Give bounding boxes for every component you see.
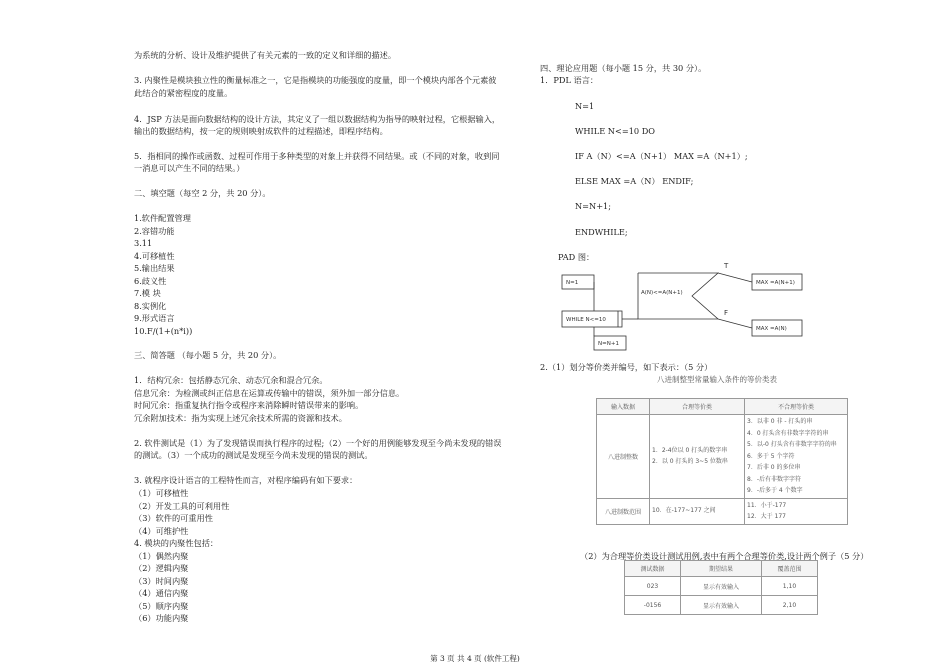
pad-inc-text: N=N+1 bbox=[598, 341, 619, 347]
table-cell: 八进制整数 bbox=[597, 415, 650, 499]
answer-paragraph: 此结合的紧密程度的度量。 bbox=[134, 88, 233, 98]
pdl-line: N=N+1; bbox=[575, 201, 612, 211]
answer-paragraph: 一消息可以产生不同的结果。） bbox=[134, 163, 245, 173]
fill-answer: 10.F/(1+(n*i)) bbox=[134, 325, 193, 336]
table-cell: 2,10 bbox=[761, 596, 817, 615]
table-header: 测试数据 bbox=[625, 561, 681, 577]
pad-t-label: T bbox=[724, 262, 729, 270]
table-header: 合理等价类 bbox=[650, 399, 745, 415]
list-item: （4）通信内聚 bbox=[134, 588, 189, 598]
table-cell: 显示有效输入 bbox=[681, 596, 762, 615]
table-row bbox=[625, 577, 818, 596]
list-item: （4）可维护性 bbox=[134, 525, 189, 536]
table-header: 不合理等价类 bbox=[745, 399, 848, 415]
list-item: （1）偶然内聚 bbox=[134, 550, 189, 561]
table-row bbox=[625, 596, 818, 615]
table-cell: -0156 bbox=[625, 596, 681, 615]
pad-box-n1 bbox=[562, 275, 594, 289]
list-item: （5）顺序内聚 bbox=[134, 600, 189, 611]
list-item: （3）时间内聚 bbox=[134, 575, 189, 586]
section-heading: 二、填空题（每空 2 分，共 20 分）。 bbox=[134, 188, 271, 198]
table-cell: 023 bbox=[625, 577, 681, 596]
pad-cond-text: A(N)<=A(N+1) bbox=[641, 290, 683, 296]
question-label: （2）为合理等价类设计测试用例,表中有两个合理等价类,设计两个例子（5 分） bbox=[580, 551, 869, 561]
pad-n1-text: N=1 bbox=[566, 280, 579, 286]
answer-line: 信息冗余：为检测或纠正信息在运算或传输中的错误，须外加一部分信息。 bbox=[134, 387, 405, 398]
invalid-class: 8．-后有非数字字符 bbox=[747, 475, 801, 483]
pdl-line: ENDWHILE; bbox=[575, 227, 628, 237]
list-item: （3）软件的可重用性 bbox=[134, 513, 213, 523]
table-cell: 1,10 bbox=[761, 577, 817, 596]
list-item: （1）可移植性 bbox=[134, 488, 189, 498]
invalid-class: 9．-后多于 4 个数字 bbox=[747, 487, 803, 494]
table-caption: 八进制整型常量输入条件的等价类表 bbox=[657, 375, 777, 384]
pad-decision-box bbox=[638, 273, 718, 319]
valid-class: 1．2-4位以 0 打头的数字串 bbox=[652, 446, 728, 454]
pad-box-max2 bbox=[752, 320, 802, 336]
pdl-line: IF A（N）<=A（N+1） MAX =A（N+1）; bbox=[575, 151, 748, 161]
list-item: （2）开发工具的可利用性 bbox=[134, 500, 230, 511]
table-cell: 显示有效输入 bbox=[681, 577, 762, 596]
table-cell bbox=[650, 415, 745, 499]
answer-line: 冗余附加技术：指为实现上述冗余技术所需的资源和技术。 bbox=[134, 412, 347, 423]
fill-answer: 7.模 块 bbox=[134, 288, 161, 298]
pdl-line: N=1 bbox=[575, 101, 595, 111]
invalid-class: 7．后非 0 的多位串 bbox=[747, 464, 801, 471]
answer-paragraph: 3. 内聚性是模块独立性的衡量标准之一，它是指模块的功能强度的度量，即一个模块内部各个元素彼 bbox=[134, 75, 497, 85]
invalid-class: 5．以-0 打头含有非数字字符的串 bbox=[747, 441, 837, 448]
fill-answer: 2.容错功能 bbox=[134, 225, 175, 236]
answer-line: 的测试。（3）一个成功的测试是发现至今尚未发现的错误的测试。 bbox=[134, 450, 373, 460]
page-footer: 第 3 页 共 4 页 (软件工程) bbox=[430, 654, 520, 663]
pad-max1-text: MAX =A(N+1) bbox=[756, 280, 795, 286]
table-cell bbox=[745, 498, 848, 524]
answer-line: 3. 就程序设计语言的工程特性而言，对程序编码有如下要求： bbox=[134, 475, 358, 485]
answer-paragraph: 输出的数据结构，按一定的规则映射成软件的过程描述，即程序结构。 bbox=[134, 126, 388, 136]
pdl-line: ELSE MAX =A（N） ENDIF; bbox=[575, 176, 694, 186]
fill-answer: 1.软件配置管理 bbox=[134, 213, 191, 223]
pad-box-max1 bbox=[752, 274, 802, 290]
valid-class: 10．在-177~177 之间 bbox=[652, 507, 716, 515]
table-row bbox=[597, 498, 848, 524]
answer-paragraph: 4．JSP 方法是面向数据结构的设计方法，其定义了一组以数据结构为指导的映射过程，它根据输入， bbox=[134, 114, 501, 124]
fill-answer: 4.可移植性 bbox=[134, 250, 175, 261]
pdl-line: WHILE N<=10 DO bbox=[575, 126, 655, 136]
table-row bbox=[597, 415, 848, 499]
invalid-class: 11．小于-177 bbox=[747, 501, 787, 509]
pad-while-text: WHILE N<=10 bbox=[566, 317, 606, 323]
equivalence-class-table bbox=[596, 398, 848, 525]
answer-line: 4. 模块的内聚性包括： bbox=[134, 538, 219, 548]
table-cell: 八进制数范围 bbox=[597, 498, 650, 524]
answer-line: 时间冗余：指重复执行指令或程序来消除瞬时错误带来的影响。 bbox=[134, 400, 364, 410]
question-label: 2.（1）划分等价类并编号，如下表示：（5 分） bbox=[540, 362, 713, 372]
fill-answer: 3.11 bbox=[134, 238, 153, 248]
table-cell bbox=[745, 415, 848, 499]
answer-paragraph: 5．指相同的操作或函数、过程可作用于多种类型的对象上并获得不同结果。或（不同的对象，收到同 bbox=[134, 151, 500, 161]
invalid-class: 12．大于 177 bbox=[747, 513, 786, 520]
list-item: （2）逻辑内聚 bbox=[134, 563, 189, 573]
test-case-table bbox=[624, 560, 818, 615]
fill-answer: 5.输出结果 bbox=[134, 263, 175, 273]
pad-box-while bbox=[562, 311, 622, 327]
section-heading: 四、理论应用题（每小题 15 分，共 30 分）。 bbox=[540, 63, 707, 73]
table-header: 输入数据 bbox=[597, 399, 650, 415]
invalid-class: 4．0 打头含有非数字字符的串 bbox=[747, 429, 829, 437]
question-label: 1．PDL 语言： bbox=[540, 75, 599, 85]
pad-box-inc bbox=[594, 336, 626, 350]
valid-class: 2．以 0 打头的 3~5 位数串 bbox=[652, 458, 728, 466]
fill-answer: 9.形式语言 bbox=[134, 313, 175, 323]
table-cell bbox=[650, 498, 745, 524]
invalid-class: 3．以非 0 非 - 打头的串 bbox=[747, 418, 813, 425]
fill-answer: 8.实例化 bbox=[134, 300, 167, 311]
answer-line: 2. 软件测试是（1）为了发现错误而执行程序的过程;（2）一个好的用例能够发现至今尚未发现的错误 bbox=[134, 438, 502, 448]
table-header: 覆盖范围 bbox=[761, 561, 817, 577]
fill-answer: 6.歧义性 bbox=[134, 275, 167, 286]
list-item: （6）功能内聚 bbox=[134, 613, 189, 623]
invalid-class: 6．多于 5 个字符 bbox=[747, 452, 795, 460]
pad-max2-text: MAX =A(N) bbox=[756, 326, 787, 332]
answer-paragraph: 为系统的分析、设计及维护提供了有关元素的一致的定义和详细的描述。 bbox=[134, 50, 397, 60]
pad-f-label: F bbox=[724, 309, 729, 317]
answer-line: 1．结构冗余：包括静态冗余、动态冗余和混合冗余。 bbox=[134, 375, 328, 385]
section-heading: 三、简答题 （每小题 5 分，共 20 分）。 bbox=[134, 350, 282, 360]
table-header: 期望结果 bbox=[681, 561, 762, 577]
pad-label: PAD 图： bbox=[558, 252, 595, 262]
